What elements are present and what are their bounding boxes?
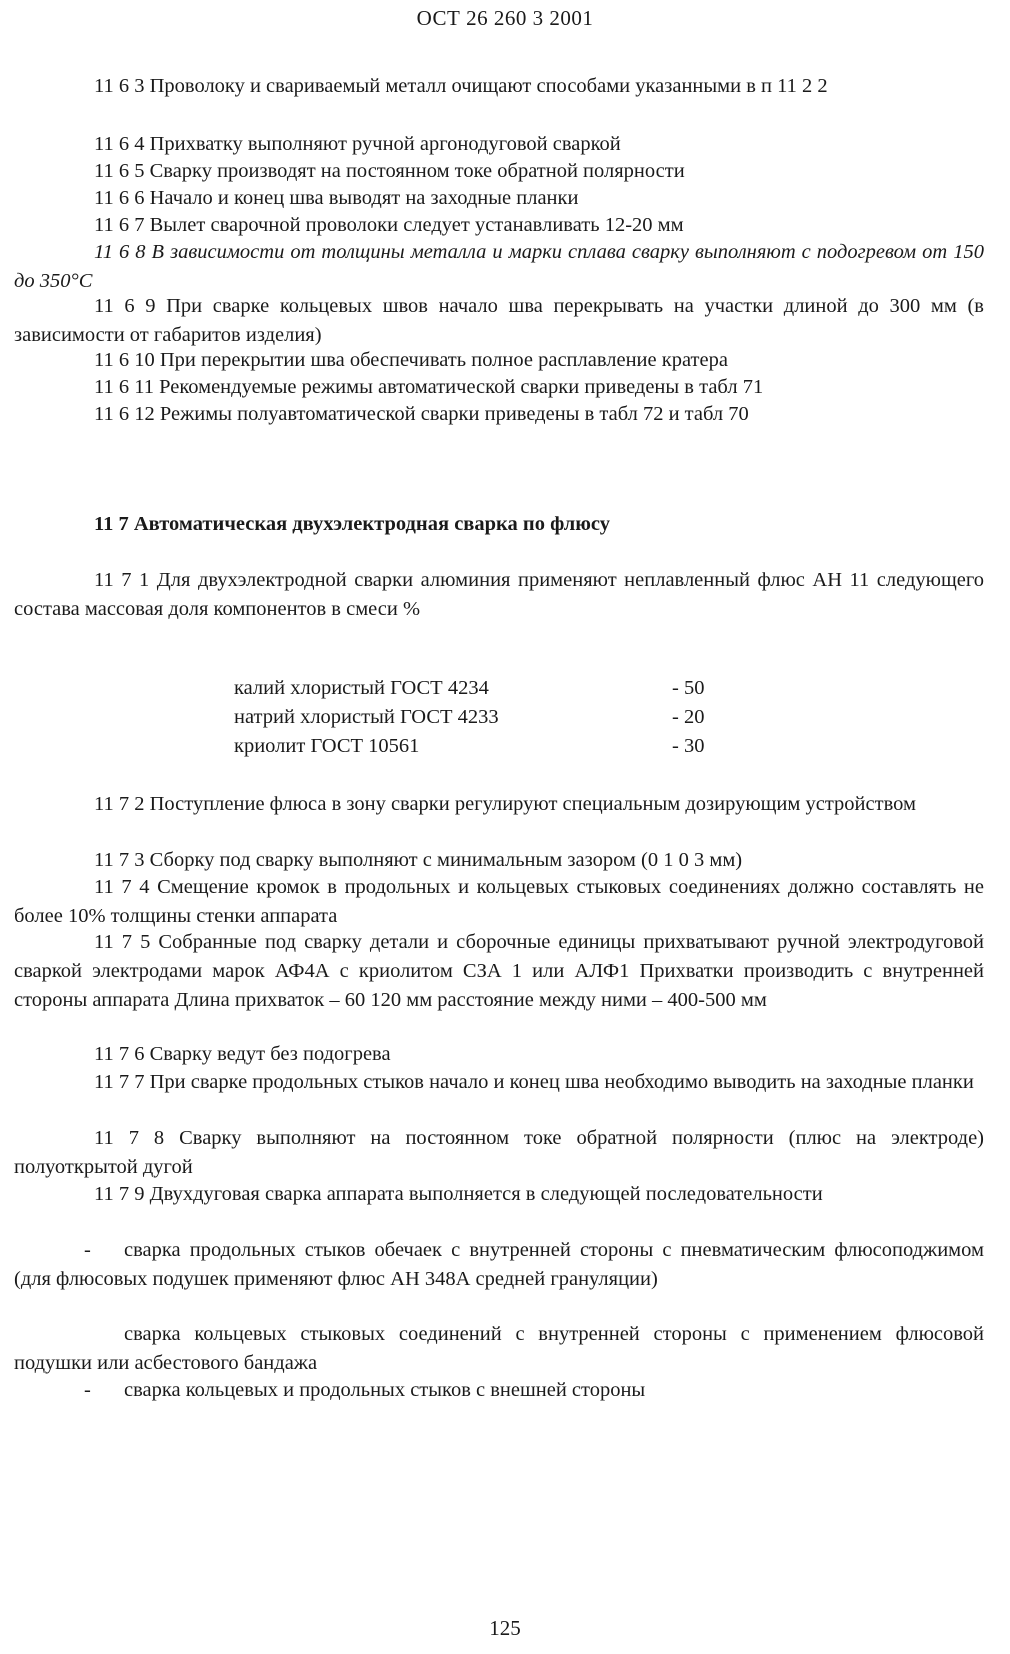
composition-row <box>234 703 704 732</box>
paragraph-1165: 11 6 5 Сварку производят на постоянном токе обратной полярности <box>94 160 685 182</box>
paragraph-11610: 11 6 10 При перекрытии шва обеспечивать полное расплавление кратера <box>94 349 728 371</box>
section-heading: 11 7 Автоматическая двухэлектродная сварка по флюсу <box>94 513 610 535</box>
paragraph-1177: 11 7 7 При сварке продольных стыков начало и конец шва необходимо выводить на заходные планки <box>94 1071 974 1093</box>
paragraph-1164: 11 6 4 Прихватку выполняют ручной аргонодуговой сваркой <box>94 133 621 155</box>
component-name: калий хлористый ГОСТ 4234 <box>234 677 489 699</box>
list-item <box>14 1236 984 1294</box>
component-value: - 30 <box>672 735 705 757</box>
paragraph-11612: 11 6 12 Режимы полуавтоматической сварки приведены в табл 72 и табл 70 <box>94 403 749 425</box>
component-name: криолит ГОСТ 10561 <box>234 735 420 757</box>
component-value: - 20 <box>672 706 705 728</box>
paragraph-1175: 11 7 5 Собранные под сварку детали и сборочные единицы прихватывают ручной электродуговой сваркой электродами марок АФ4А с криолитом СЗА 1 или АЛФ1 Прихватки производить с внутренней стороны аппарата Длина прихваток – 60 120 мм расстояние между ними – 400-500 мм <box>14 931 984 1011</box>
paragraph-1163: 11 6 3 Проволоку и свариваемый металл очищают способами указанными в п 11 2 2 <box>94 75 828 97</box>
composition-row <box>234 732 704 761</box>
list-item <box>14 1320 984 1378</box>
list-item-text: сварка кольцевых и продольных стыков с внешней стороны <box>124 1379 646 1401</box>
paragraph-1168: 11 6 8 В зависимости от толщины металла и марки сплава сварку выполняют с подогревом от 150 до 350°С <box>14 241 984 292</box>
bullet-dash: - <box>84 1379 91 1401</box>
page-number: 125 <box>489 1616 521 1640</box>
list-item-text: сварка продольных стыков обечаек с внутренней стороны с пневматическим флюсоподжимом (для флюсовых подушек применяют флюс АН 348А средней грануляции) <box>14 1239 984 1290</box>
paragraph-1179: 11 7 9 Двухдуговая сварка аппарата выполняется в следующей последовательности <box>94 1183 823 1205</box>
composition-table <box>234 674 704 761</box>
composition-row <box>234 674 704 703</box>
paragraph-1172: 11 7 2 Поступление флюса в зону сварки регулируют специальным дозирующим устройством <box>94 793 916 815</box>
paragraph-1169: 11 6 9 При сварке кольцевых швов начало шва перекрывать на участки длиной до 300 мм (в зависимости от габаритов изделия) <box>14 295 984 346</box>
list-item-text: сварка кольцевых стыковых соединений с внутренней стороны с применением флюсовой подушки или асбестового бандажа <box>14 1323 984 1374</box>
list-item <box>14 1376 984 1405</box>
paragraph-1167: 11 6 7 Вылет сварочной проволоки следует устанавливать 12-20 мм <box>94 214 684 236</box>
paragraph-1171: 11 7 1 Для двухэлектродной сварки алюминия применяют неплавленный флюс АН 11 следующего состава массовая доля компонентов в смеси % <box>14 569 984 620</box>
paragraph-11611: 11 6 11 Рекомендуемые режимы автоматической сварки приведены в табл 71 <box>94 376 764 398</box>
component-value: - 50 <box>672 677 705 699</box>
paragraph-1173: 11 7 3 Сборку под сварку выполняют с минимальным зазором (0 1 0 3 мм) <box>94 849 743 871</box>
component-name: натрий хлористый ГОСТ 4233 <box>234 706 499 728</box>
paragraph-1174: 11 7 4 Смещение кромок в продольных и кольцевых стыковых соединениях должно составлять не более 10% толщины стенки аппарата <box>14 876 984 927</box>
document-header: ОСТ 26 260 3 2001 <box>416 6 594 30</box>
paragraph-1176: 11 7 6 Сварку ведут без подогрева <box>94 1043 391 1065</box>
paragraph-1178: 11 7 8 Сварку выполняют на постоянном токе обратной полярности (плюс на электроде) полуоткрытой дугой <box>14 1127 984 1178</box>
bullet-dash: - <box>84 1239 91 1261</box>
paragraph-1166: 11 6 6 Начало и конец шва выводят на заходные планки <box>94 187 579 209</box>
